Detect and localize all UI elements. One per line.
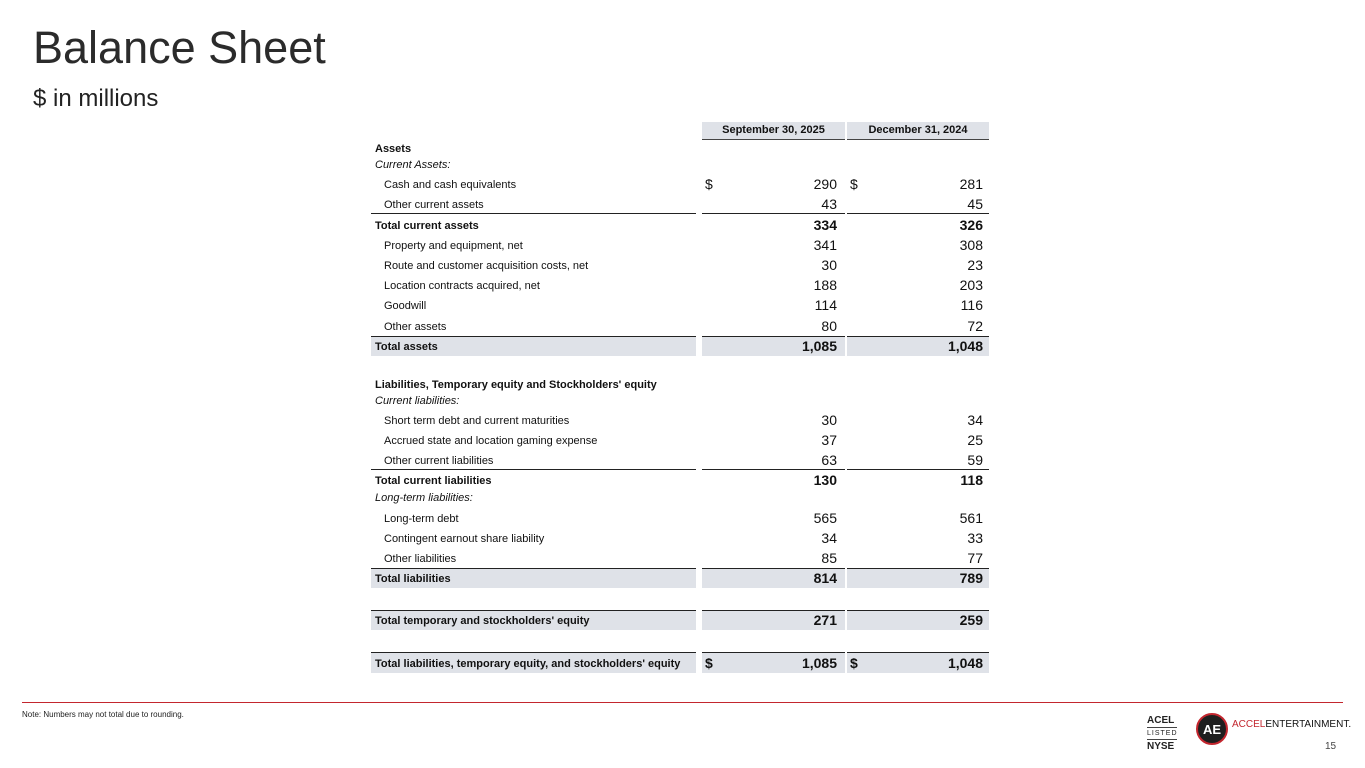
row-label: Other current liabilities [384,455,494,468]
value-2025: 114 [814,297,837,314]
value-2025: 188 [813,277,837,294]
value-2024: 118 [960,472,983,489]
value-2024: 72 [967,317,983,334]
value-2024: 259 [959,612,983,629]
value-2024: 34 [967,411,983,428]
rule-line [847,568,989,569]
company-brand [1232,719,1351,730]
table-row-short-term-debt [371,410,989,430]
value-2024: 23 [967,256,983,273]
table-row-accrued-gaming [371,430,989,450]
rule-line [371,652,696,653]
currency-symbol: $ [850,654,858,671]
value-2025: 565 [813,509,837,526]
row-label: Assets [375,143,412,155]
row-label: Other current assets [384,199,484,212]
rule-line [371,336,696,337]
table-row-cash [371,174,989,194]
column-header-sep-2025: September 30, 2025 [702,122,845,140]
balance-sheet-table [371,122,989,673]
row-label: Short term debt and current maturities [384,414,570,427]
value-2024: 789 [959,570,983,587]
value-2024: 308 [959,236,983,253]
row-label: Cash and cash equivalents [384,179,517,192]
value-2025: 37 [821,432,837,449]
row-label: Location contracts acquired, net [384,280,540,293]
row-label: Total current liabilities [375,475,492,488]
nyse-listing-badge [1147,715,1177,752]
value-2025: 63 [821,452,837,469]
brand-accel: ACCEL [1232,719,1266,730]
row-label: Total liabilities [375,573,451,586]
section-heading-assets [371,140,989,157]
row-label: Property and equipment, net [384,239,523,252]
row-label: Long-term liabilities: [375,492,473,505]
subheading-current-liabilities [371,393,989,410]
rule-line [702,568,845,569]
table-row-goodwill [371,295,989,315]
footnote: Note: Numbers may not total due to rounding. [22,710,184,719]
page-subtitle: $ in millions [33,85,159,112]
currency-symbol: $ [705,176,713,193]
value-2024: 1,048 [947,337,983,354]
table-row-route-costs [371,255,989,275]
table-row-other-liabilities [371,548,989,568]
table-row-long-term-debt [371,507,989,527]
rule-line [702,610,845,611]
table-row-other-assets [371,315,989,335]
table-row-total-current-liabilities [371,470,989,490]
table-row-other-current-assets [371,194,989,214]
row-label: Route and customer acquisition costs, net [384,259,589,272]
row-label: Long-term debt [384,512,459,525]
value-2025: 130 [813,472,837,489]
table-row-grand-total [371,652,989,672]
table-row-total-current-assets [371,214,989,234]
listed-label: LISTED [1147,727,1177,740]
value-2025: 1,085 [801,654,837,671]
value-2025: 341 [813,236,837,253]
subheading-long-term-liabilities [371,490,989,507]
value-2025: 85 [821,550,837,566]
brand-entertainment: ENTERTAINMENT. [1265,719,1352,730]
value-2025: 334 [813,216,837,233]
currency-symbol: $ [850,176,858,193]
footer-divider [22,702,1343,703]
value-2024: 116 [960,297,983,314]
row-label: Total assets [375,340,438,353]
subheading-current-assets [371,157,989,174]
table-header [371,122,989,140]
row-label: Current liabilities: [375,394,460,407]
row-label: Total temporary and stockholders' equity [375,615,590,628]
page-title: Balance Sheet [33,22,326,73]
value-2025: 1,085 [801,337,837,354]
row-label: Accrued state and location gaming expense [384,435,598,448]
logo-mark: AE [1202,722,1222,737]
rule-line [371,568,696,569]
value-2025: 271 [813,612,837,629]
row-label: Total liabilities, temporary equity, and stockholders' equity [375,657,681,670]
value-2025: 43 [821,196,837,213]
value-2024: 77 [967,550,983,566]
row-label: Other liabilities [384,553,457,565]
value-2024: 281 [959,176,983,193]
table-row-other-current-liabilities [371,450,989,470]
table-row-ppe [371,235,989,255]
value-2024: 59 [967,452,983,469]
value-2024: 25 [967,432,983,449]
rule-line [847,652,989,653]
rule-line [847,610,989,611]
value-2024: 561 [959,509,983,526]
column-header-dec-2024: December 31, 2024 [847,122,989,140]
value-2025: 30 [821,256,837,273]
ticker-symbol: ACEL [1147,715,1175,726]
row-label: Liabilities, Temporary equity and Stockholders' equity [375,378,657,391]
rule-line [847,336,989,337]
company-logo-icon [1196,713,1228,745]
table-row-total-equity [371,610,989,630]
table-row-location-contracts [371,275,989,295]
currency-symbol: $ [705,654,713,671]
rule-line [702,652,845,653]
row-label: Contingent earnout share liability [384,532,545,545]
table-row-total-assets [371,336,989,356]
row-label: Current Assets: [375,159,451,171]
rule-line [702,336,845,337]
section-heading-liabilities [371,376,989,393]
row-label: Total current assets [375,219,479,232]
rule-line [371,610,696,611]
value-2025: 290 [813,176,837,193]
table-row-total-liabilities [371,568,989,588]
value-2025: 814 [813,570,837,587]
row-label: Other assets [384,320,447,333]
table-row-contingent-earnout [371,528,989,548]
value-2025: 34 [821,529,837,546]
value-2024: 203 [959,277,983,294]
value-2025: 30 [821,411,837,428]
value-2024: 1,048 [947,654,983,671]
value-2025: 80 [821,317,837,334]
page-number: 15 [1325,741,1337,752]
value-2024: 33 [967,529,983,546]
value-2024: 326 [959,216,983,233]
value-2024: 45 [967,196,983,213]
row-label: Goodwill [384,300,427,313]
exchange-name: NYSE [1147,741,1175,752]
